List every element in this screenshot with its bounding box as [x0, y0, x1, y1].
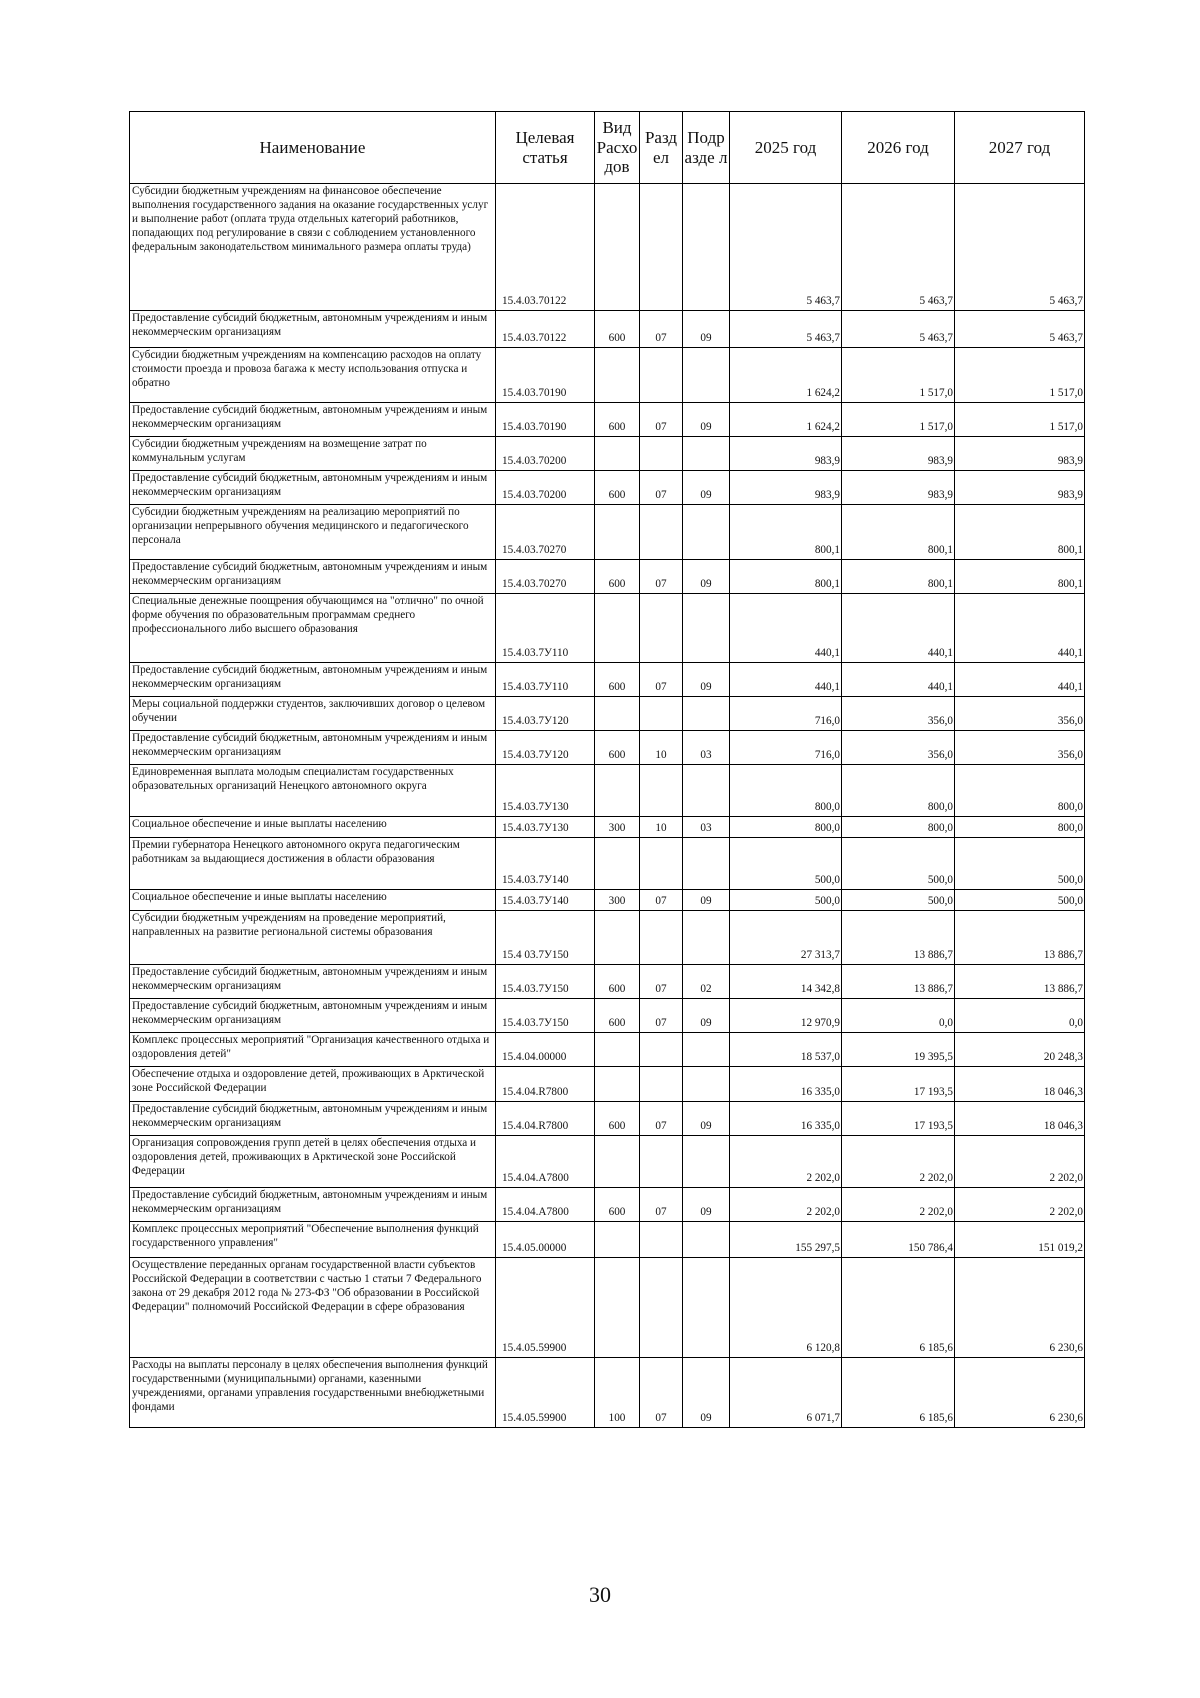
cell-target-article: 15.4.04.00000	[496, 1033, 595, 1067]
cell-2026: 800,0	[842, 817, 955, 838]
cell-2025: 716,0	[730, 697, 842, 731]
cell-section	[640, 697, 683, 731]
table-row	[130, 1136, 1085, 1188]
cell-expense-type	[595, 1258, 640, 1358]
cell-expense-type	[595, 437, 640, 471]
cell-2025: 1 624,2	[730, 403, 842, 437]
cell-2026: 6 185,6	[842, 1258, 955, 1358]
table-row	[130, 1033, 1085, 1067]
header-2027: 2027 год	[955, 112, 1085, 184]
table-row	[130, 765, 1085, 817]
cell-section	[640, 505, 683, 560]
header-target-article: Целевая статья	[496, 112, 595, 184]
cell-name: Меры социальной поддержки студентов, заключивших договор о целевом обучении	[130, 697, 496, 731]
cell-section	[640, 348, 683, 403]
table-header-row	[130, 112, 1085, 184]
cell-section	[640, 1222, 683, 1258]
cell-target-article: 15.4.03.7У150	[496, 999, 595, 1033]
cell-subsection	[683, 1033, 730, 1067]
cell-2026: 17 193,5	[842, 1067, 955, 1102]
cell-expense-type: 600	[595, 560, 640, 594]
cell-2025: 16 335,0	[730, 1102, 842, 1136]
cell-expense-type	[595, 505, 640, 560]
cell-2027: 5 463,7	[955, 184, 1085, 311]
cell-2027: 800,0	[955, 817, 1085, 838]
cell-2025: 155 297,5	[730, 1222, 842, 1258]
cell-expense-type: 600	[595, 1188, 640, 1222]
table-row	[130, 1102, 1085, 1136]
cell-section: 07	[640, 311, 683, 348]
cell-target-article: 15.4.03.7У140	[496, 890, 595, 911]
cell-expense-type: 600	[595, 311, 640, 348]
cell-target-article: 15.4.05.59900	[496, 1258, 595, 1358]
cell-2025: 800,1	[730, 560, 842, 594]
cell-subsection	[683, 1067, 730, 1102]
table-row	[130, 560, 1085, 594]
table-row	[130, 965, 1085, 999]
cell-expense-type: 300	[595, 890, 640, 911]
cell-expense-type	[595, 594, 640, 663]
cell-2025: 983,9	[730, 437, 842, 471]
cell-subsection: 09	[683, 1188, 730, 1222]
cell-expense-type	[595, 1136, 640, 1188]
cell-target-article: 15.4.03.7У120	[496, 697, 595, 731]
cell-subsection	[683, 437, 730, 471]
header-2025: 2025 год	[730, 112, 842, 184]
cell-subsection	[683, 765, 730, 817]
cell-2025: 2 202,0	[730, 1188, 842, 1222]
cell-2026: 983,9	[842, 437, 955, 471]
cell-subsection	[683, 348, 730, 403]
cell-2025: 716,0	[730, 731, 842, 765]
cell-name: Расходы на выплаты персоналу в целях обеспечения выполнения функций государственными (муниципальными) органами, казенными учреждениями, органами управления государственными внебюджетными фондами	[130, 1358, 496, 1428]
cell-subsection: 03	[683, 731, 730, 765]
cell-target-article: 15.4.03.7У120	[496, 731, 595, 765]
cell-expense-type: 600	[595, 471, 640, 505]
cell-subsection	[683, 505, 730, 560]
cell-section: 07	[640, 1102, 683, 1136]
cell-2025: 800,0	[730, 765, 842, 817]
cell-subsection: 09	[683, 999, 730, 1033]
cell-target-article: 15.4.04.R7800	[496, 1102, 595, 1136]
cell-name: Субсидии бюджетным учреждениям на возмещение затрат по коммунальным услугам	[130, 437, 496, 471]
table-row	[130, 594, 1085, 663]
cell-target-article: 15.4 03.7У150	[496, 911, 595, 965]
header-expense-type: Вид Расхо дов	[595, 112, 640, 184]
table-row	[130, 348, 1085, 403]
cell-target-article: 15.4.03.7У130	[496, 817, 595, 838]
cell-name: Комплекс процессных мероприятий "Обеспечение выполнения функций государственного управления"	[130, 1222, 496, 1258]
cell-target-article: 15.4.03.70200	[496, 471, 595, 505]
cell-2026: 1 517,0	[842, 403, 955, 437]
cell-section: 07	[640, 663, 683, 697]
cell-subsection	[683, 838, 730, 890]
cell-2025: 440,1	[730, 594, 842, 663]
cell-2026: 5 463,7	[842, 184, 955, 311]
header-subsection: Подр азде л	[683, 112, 730, 184]
cell-name: Единовременная выплата молодым специалистам государственных образовательных организаций Ненецкого автономного округа	[130, 765, 496, 817]
cell-target-article: 15.4.05.59900	[496, 1358, 595, 1428]
cell-2026: 2 202,0	[842, 1136, 955, 1188]
cell-2025: 14 342,8	[730, 965, 842, 999]
cell-target-article: 15.4.03.7У150	[496, 965, 595, 999]
cell-target-article: 15.4.03.70122	[496, 184, 595, 311]
cell-section	[640, 838, 683, 890]
cell-section	[640, 911, 683, 965]
cell-target-article: 15.4.04.А7800	[496, 1188, 595, 1222]
cell-2026: 13 886,7	[842, 965, 955, 999]
cell-section	[640, 594, 683, 663]
cell-subsection: 09	[683, 663, 730, 697]
cell-2027: 356,0	[955, 731, 1085, 765]
cell-2026: 356,0	[842, 731, 955, 765]
cell-section: 07	[640, 471, 683, 505]
cell-name: Предоставление субсидий бюджетным, автономным учреждениям и иным некоммерческим организациям	[130, 403, 496, 437]
cell-2025: 800,1	[730, 505, 842, 560]
table-row	[130, 1188, 1085, 1222]
cell-2027: 18 046,3	[955, 1067, 1085, 1102]
cell-2027: 5 463,7	[955, 311, 1085, 348]
cell-2027: 0,0	[955, 999, 1085, 1033]
cell-2026: 5 463,7	[842, 311, 955, 348]
table-row	[130, 911, 1085, 965]
cell-section	[640, 184, 683, 311]
cell-2027: 800,1	[955, 560, 1085, 594]
cell-name: Предоставление субсидий бюджетным, автономным учреждениям и иным некоммерческим организациям	[130, 999, 496, 1033]
table-row	[130, 999, 1085, 1033]
cell-section: 07	[640, 1188, 683, 1222]
cell-2026: 800,1	[842, 505, 955, 560]
cell-2026: 500,0	[842, 890, 955, 911]
cell-2027: 356,0	[955, 697, 1085, 731]
table-row	[130, 1258, 1085, 1358]
cell-name: Предоставление субсидий бюджетным, автономным учреждениям и иным некоммерческим организациям	[130, 663, 496, 697]
cell-expense-type: 300	[595, 817, 640, 838]
cell-2025: 27 313,7	[730, 911, 842, 965]
table-row	[130, 1067, 1085, 1102]
cell-target-article: 15.4.03.70270	[496, 560, 595, 594]
cell-2027: 983,9	[955, 471, 1085, 505]
cell-subsection: 09	[683, 890, 730, 911]
cell-name: Организация сопровождения групп детей в целях обеспечения отдыха и оздоровления детей, проживающих в Арктической зоне Российской Федерации	[130, 1136, 496, 1188]
header-2026: 2026 год	[842, 112, 955, 184]
cell-name: Премии губернатора Ненецкого автономного округа педагогическим работникам за выдающиеся достижения в области образования	[130, 838, 496, 890]
cell-2026: 800,1	[842, 560, 955, 594]
cell-subsection: 09	[683, 311, 730, 348]
cell-2027: 500,0	[955, 838, 1085, 890]
header-section: Разд ел	[640, 112, 683, 184]
cell-2026: 6 185,6	[842, 1358, 955, 1428]
cell-2027: 983,9	[955, 437, 1085, 471]
cell-subsection	[683, 1222, 730, 1258]
cell-name: Предоставление субсидий бюджетным, автономным учреждениям и иным некоммерческим организациям	[130, 1102, 496, 1136]
page-number: 30	[589, 1582, 611, 1607]
table-row	[130, 403, 1085, 437]
cell-section: 10	[640, 731, 683, 765]
table-row	[130, 890, 1085, 911]
table-row	[130, 1358, 1085, 1428]
cell-2026: 0,0	[842, 999, 955, 1033]
cell-expense-type	[595, 697, 640, 731]
cell-2027: 20 248,3	[955, 1033, 1085, 1067]
cell-2027: 6 230,6	[955, 1358, 1085, 1428]
cell-name: Предоставление субсидий бюджетным, автономным учреждениям и иным некоммерческим организациям	[130, 965, 496, 999]
cell-2025: 1 624,2	[730, 348, 842, 403]
cell-2026: 500,0	[842, 838, 955, 890]
cell-2025: 16 335,0	[730, 1067, 842, 1102]
table-row	[130, 437, 1085, 471]
cell-expense-type	[595, 1033, 640, 1067]
cell-expense-type	[595, 184, 640, 311]
cell-2026: 800,0	[842, 765, 955, 817]
cell-name: Комплекс процессных мероприятий "Организация качественного отдыха и оздоровления детей"	[130, 1033, 496, 1067]
cell-expense-type: 600	[595, 965, 640, 999]
cell-name: Субсидии бюджетным учреждениям на финансовое обеспечение выполнения государственного задания на оказание государственных услуг и выполнение работ (оплата труда отдельных категорий работников, попадающих под регулирование в связи с соблюдением установленного федеральным законодательством минимального размера оплаты труда)	[130, 184, 496, 311]
cell-section: 10	[640, 817, 683, 838]
cell-2026: 1 517,0	[842, 348, 955, 403]
cell-name: Предоставление субсидий бюджетным, автономным учреждениям и иным некоммерческим организациям	[130, 560, 496, 594]
cell-target-article: 15.4.04.R7800	[496, 1067, 595, 1102]
cell-subsection	[683, 184, 730, 311]
table-row	[130, 184, 1085, 311]
cell-name: Обеспечение отдыха и оздоровление детей, проживающих в Арктической зоне Российской Федерации	[130, 1067, 496, 1102]
cell-subsection	[683, 697, 730, 731]
cell-2025: 983,9	[730, 471, 842, 505]
cell-expense-type: 600	[595, 1102, 640, 1136]
cell-subsection: 02	[683, 965, 730, 999]
cell-2027: 500,0	[955, 890, 1085, 911]
cell-expense-type	[595, 911, 640, 965]
budget-table	[129, 111, 1085, 1428]
cell-2027: 18 046,3	[955, 1102, 1085, 1136]
cell-2027: 151 019,2	[955, 1222, 1085, 1258]
cell-2025: 6 071,7	[730, 1358, 842, 1428]
cell-name: Специальные денежные поощрения обучающимся на "отлично" по очной форме обучения по образовательным программам среднего профессионального либо высшего образования	[130, 594, 496, 663]
cell-2027: 1 517,0	[955, 348, 1085, 403]
table-row	[130, 817, 1085, 838]
cell-expense-type	[595, 1067, 640, 1102]
cell-2025: 500,0	[730, 838, 842, 890]
cell-2027: 800,0	[955, 765, 1085, 817]
cell-expense-type	[595, 765, 640, 817]
table-row	[130, 471, 1085, 505]
cell-target-article: 15.4.03.70200	[496, 437, 595, 471]
cell-2027: 13 886,7	[955, 911, 1085, 965]
cell-2026: 440,1	[842, 663, 955, 697]
cell-subsection: 09	[683, 471, 730, 505]
cell-target-article: 15.4.03.70190	[496, 348, 595, 403]
table-row	[130, 663, 1085, 697]
cell-2025: 500,0	[730, 890, 842, 911]
cell-2027: 1 517,0	[955, 403, 1085, 437]
cell-2026: 13 886,7	[842, 911, 955, 965]
cell-subsection	[683, 594, 730, 663]
cell-section	[640, 1067, 683, 1102]
cell-2026: 983,9	[842, 471, 955, 505]
cell-name: Предоставление субсидий бюджетным, автономным учреждениям и иным некоммерческим организациям	[130, 311, 496, 348]
cell-expense-type: 600	[595, 731, 640, 765]
table-row	[130, 697, 1085, 731]
cell-2027: 800,1	[955, 505, 1085, 560]
cell-name: Субсидии бюджетным учреждениям на компенсацию расходов на оплату стоимости проезда и провоза багажа к месту использования отпуска и обратно	[130, 348, 496, 403]
cell-subsection	[683, 911, 730, 965]
cell-subsection	[683, 1258, 730, 1358]
cell-subsection: 03	[683, 817, 730, 838]
cell-subsection: 09	[683, 1102, 730, 1136]
cell-section	[640, 1258, 683, 1358]
cell-2026: 150 786,4	[842, 1222, 955, 1258]
cell-expense-type: 600	[595, 663, 640, 697]
cell-2027: 2 202,0	[955, 1136, 1085, 1188]
cell-section: 07	[640, 890, 683, 911]
cell-2025: 5 463,7	[730, 311, 842, 348]
cell-section: 07	[640, 560, 683, 594]
cell-2025: 2 202,0	[730, 1136, 842, 1188]
cell-expense-type	[595, 348, 640, 403]
cell-name: Субсидии бюджетным учреждениям на реализацию мероприятий по организации непрерывного обучения медицинского и педагогического персонала	[130, 505, 496, 560]
table-row	[130, 731, 1085, 765]
cell-expense-type	[595, 1222, 640, 1258]
cell-expense-type	[595, 838, 640, 890]
cell-name: Предоставление субсидий бюджетным, автономным учреждениям и иным некоммерческим организациям	[130, 471, 496, 505]
cell-name: Социальное обеспечение и иные выплаты населению	[130, 817, 496, 838]
cell-2027: 440,1	[955, 594, 1085, 663]
cell-2025: 6 120,8	[730, 1258, 842, 1358]
cell-target-article: 15.4.03.70270	[496, 505, 595, 560]
cell-2026: 19 395,5	[842, 1033, 955, 1067]
cell-section: 07	[640, 403, 683, 437]
cell-subsection: 09	[683, 560, 730, 594]
cell-target-article: 15.4.03.7У140	[496, 838, 595, 890]
cell-section	[640, 1136, 683, 1188]
cell-2027: 13 886,7	[955, 965, 1085, 999]
cell-target-article: 15.4.03.70122	[496, 311, 595, 348]
cell-section	[640, 1033, 683, 1067]
cell-2027: 2 202,0	[955, 1188, 1085, 1222]
cell-section	[640, 765, 683, 817]
cell-target-article: 15.4.03.70190	[496, 403, 595, 437]
cell-subsection	[683, 1136, 730, 1188]
table-row	[130, 505, 1085, 560]
cell-2027: 6 230,6	[955, 1258, 1085, 1358]
cell-target-article: 15.4.04.А7800	[496, 1136, 595, 1188]
cell-2027: 440,1	[955, 663, 1085, 697]
cell-2026: 17 193,5	[842, 1102, 955, 1136]
cell-section	[640, 437, 683, 471]
cell-name: Социальное обеспечение и иные выплаты населению	[130, 890, 496, 911]
cell-name: Предоставление субсидий бюджетным, автономным учреждениям и иным некоммерческим организациям	[130, 731, 496, 765]
cell-2026: 440,1	[842, 594, 955, 663]
cell-2025: 800,0	[730, 817, 842, 838]
cell-section: 07	[640, 1358, 683, 1428]
cell-expense-type: 600	[595, 403, 640, 437]
cell-target-article: 15.4.03.7У110	[496, 663, 595, 697]
cell-expense-type: 600	[595, 999, 640, 1033]
cell-2025: 440,1	[730, 663, 842, 697]
cell-section: 07	[640, 965, 683, 999]
table-row	[130, 838, 1085, 890]
cell-2025: 18 537,0	[730, 1033, 842, 1067]
cell-subsection: 09	[683, 403, 730, 437]
header-name: Наименование	[130, 112, 496, 184]
cell-section: 07	[640, 999, 683, 1033]
cell-2025: 5 463,7	[730, 184, 842, 311]
table-row	[130, 1222, 1085, 1258]
cell-target-article: 15.4.03.7У110	[496, 594, 595, 663]
cell-2026: 356,0	[842, 697, 955, 731]
cell-2025: 12 970,9	[730, 999, 842, 1033]
cell-name: Субсидии бюджетным учреждениям на проведение мероприятий, направленных на развитие региональной системы образования	[130, 911, 496, 965]
cell-2026: 2 202,0	[842, 1188, 955, 1222]
cell-subsection: 09	[683, 1358, 730, 1428]
table-row	[130, 311, 1085, 348]
cell-name: Осуществление переданных органам государственной власти субъектов Российской Федерации в соответствии с частью 1 статьи 7 Федерального закона от 29 декабря 2012 года № 273-ФЗ "Об образовании в Российской Федерации" полномочий Российской Федерации в сфере образования	[130, 1258, 496, 1358]
cell-name: Предоставление субсидий бюджетным, автономным учреждениям и иным некоммерческим организациям	[130, 1188, 496, 1222]
cell-target-article: 15.4.03.7У130	[496, 765, 595, 817]
cell-expense-type: 100	[595, 1358, 640, 1428]
cell-target-article: 15.4.05.00000	[496, 1222, 595, 1258]
